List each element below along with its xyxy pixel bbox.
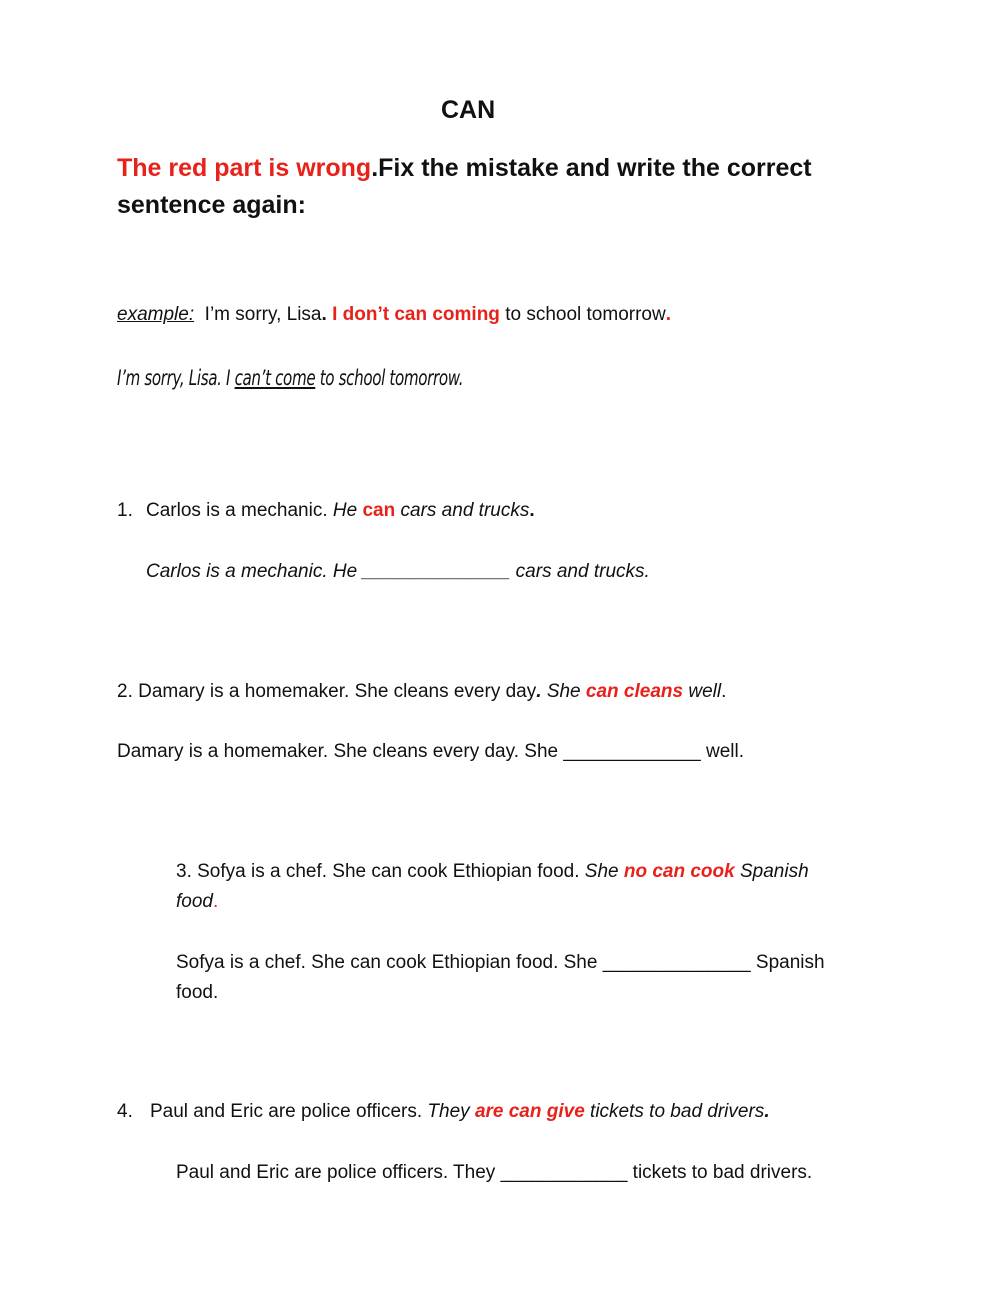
question-italic: He: [332, 500, 363, 521]
wrong-part: can cleans: [585, 681, 684, 702]
answer-3[interactable]: Sofya is a chef. She can cook Ethiopian food. She ______________ Spanish: [176, 952, 825, 973]
instruction-line2: sentence again:: [117, 191, 306, 219]
answer-text-end: cars and trucks.: [510, 561, 650, 582]
question-number: 1.: [117, 500, 133, 521]
page-title: CAN: [441, 96, 496, 124]
answer-blank[interactable]: ______________: [362, 561, 511, 582]
question-4: [117, 1101, 770, 1123]
example-dot: .: [321, 304, 327, 325]
question-end: .: [721, 681, 727, 702]
example-label: example:: [117, 304, 195, 325]
question-italic: They: [427, 1101, 475, 1122]
example-wrong-part: I don’t can coming: [332, 304, 500, 325]
question-text-line2: food: [176, 891, 213, 912]
question-italic-end: well: [683, 681, 722, 702]
question-3-line2: [176, 891, 218, 913]
question-italic-end: cars and trucks: [395, 500, 530, 521]
question-text: 3. Sofya is a chef. She can cook Ethiopian food.: [176, 861, 585, 882]
example-end-dot: .: [665, 304, 671, 325]
wrong-part: are can give: [474, 1101, 585, 1122]
question-1: [117, 500, 535, 522]
example-text-end: to school tomorrow: [505, 304, 666, 325]
example-answer: [117, 366, 463, 390]
question-text: 2. Damary is a homemaker. She cleans every day: [117, 681, 537, 702]
answer-3-line2: food.: [176, 982, 219, 1003]
answer-1: [146, 561, 650, 583]
question-text: Paul and Eric are police officers.: [150, 1101, 428, 1122]
wrong-part: can: [362, 500, 396, 521]
answer-text: Carlos is a mechanic. He: [146, 561, 363, 582]
question-end: .: [529, 500, 535, 521]
example-answer-end: to school tomorrow.: [315, 366, 464, 390]
question-2: [117, 681, 726, 703]
question-italic-end: Spanish: [734, 861, 809, 882]
question-italic-end: tickets to bad drivers: [584, 1101, 765, 1122]
example-sentence: [117, 304, 671, 326]
question-end: .: [212, 891, 219, 912]
question-dot: .: [536, 681, 547, 702]
example-answer-correction: can’t come: [234, 366, 316, 390]
question-end: .: [764, 1101, 770, 1122]
answer-4[interactable]: Paul and Eric are police officers. They ____________ tickets to bad drivers.: [176, 1162, 813, 1183]
answer-2[interactable]: Damary is a homemaker. She cleans every day. She _____________ well.: [117, 741, 745, 762]
question-italic: She: [584, 861, 624, 882]
instructions: [117, 150, 812, 224]
instruction-rest: .Fix the mistake and write the correct: [371, 154, 812, 182]
example-answer-start: I’m sorry, Lisa. I: [117, 366, 235, 390]
wrong-part: no can cook: [623, 861, 735, 882]
question-text: Carlos is a mechanic.: [146, 500, 333, 521]
question-number: 4.: [117, 1101, 133, 1122]
question-3: [176, 861, 809, 883]
example-text: I’m sorry, Lisa: [204, 304, 322, 325]
instruction-red: The red part is wrong: [117, 154, 372, 182]
question-italic: She: [546, 681, 586, 702]
